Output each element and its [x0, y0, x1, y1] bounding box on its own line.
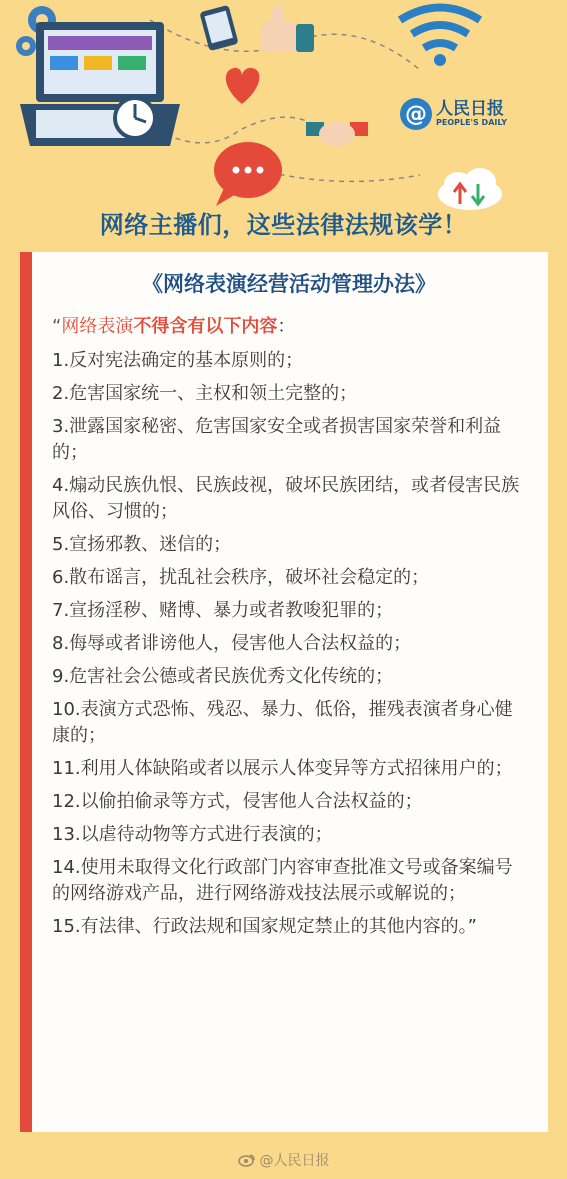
- content-card: [32, 252, 548, 1132]
- list-item: 13.以虐待动物等方式进行表演的；: [52, 824, 333, 845]
- prohibited-list: [52, 348, 526, 940]
- cloud-sync-icon: [438, 168, 502, 210]
- heart-icon: [226, 68, 260, 104]
- people-daily-logo: [400, 98, 507, 130]
- page-headline: 网络主播们，这些法律法规该学！: [99, 211, 468, 239]
- list-item: 3.泄露国家秘密、危害国家安全或者损害国家荣誉和利益的；: [52, 416, 502, 463]
- phone-icon: [199, 5, 238, 51]
- thumbs-up-icon: [262, 6, 314, 52]
- intro-line: [52, 314, 526, 340]
- clock-icon: [115, 98, 155, 138]
- intro-emphasis: 不得含有以下内容: [133, 316, 278, 337]
- list-item: 4.煽动民族仇恨、民族歧视，破坏民族团结，或者侵害民族风俗、习惯的；: [52, 475, 520, 522]
- watermark-text: @人民日报: [259, 1153, 330, 1169]
- list-item: 5.宣扬邪教、迷信的；: [52, 534, 232, 555]
- list-item: 11.利用人体缺陷或者以展示人体变异等方式招徕用户的；: [52, 758, 513, 779]
- list-item: 12.以偷拍偷录等方式，侵害他人合法权益的；: [52, 791, 423, 812]
- laptop-icon: [20, 22, 180, 146]
- list-item: 10.表演方式恐怖、残忍、暴力、低俗，摧残表演者身心健康的；: [52, 699, 513, 746]
- list-item: 2.危害国家统一、主权和领土完整的；: [52, 383, 358, 404]
- list-item: 15.有法律、行政法规和国家规定禁止的其他内容的。”: [52, 916, 477, 937]
- card-accent-bar: [20, 252, 32, 1132]
- list-item: 14.使用未取得文化行政部门内容审查批准文号或备案编号的网络游戏产品，进行网络游戏技法展示或解说的；: [52, 857, 513, 904]
- logo-english-name: PEOPLE'S DAILY: [436, 118, 508, 127]
- handshake-icon: [306, 122, 368, 146]
- card-title: 《网络表演经营活动管理办法》: [142, 272, 436, 296]
- intro-colon: ：: [277, 316, 296, 337]
- intro-subject: 网络表演: [61, 316, 134, 337]
- logo-at-icon: @: [400, 98, 432, 130]
- wifi-icon: [400, 8, 480, 67]
- list-item: 1.反对宪法确定的基本原则的；: [52, 350, 304, 371]
- list-item: 7.宣扬淫秽、赌博、暴力或者教唆犯罪的；: [52, 600, 394, 621]
- weibo-icon: [238, 1153, 256, 1167]
- logo-text: [436, 100, 507, 128]
- list-item: 9.危害社会公德或者民族优秀文化传统的；: [52, 666, 394, 687]
- list-item: 8.侮辱或者诽谤他人，侵害他人合法权益的；: [52, 633, 412, 654]
- chat-bubble-icon: [214, 142, 282, 206]
- list-item: 6.散布谣言，扰乱社会秩序，破坏社会稳定的；: [52, 567, 430, 588]
- header-illustration: [0, 0, 567, 250]
- weibo-watermark: [0, 1150, 567, 1170]
- open-quote: “: [52, 316, 62, 337]
- logo-chinese-name: 人民日报: [436, 99, 504, 119]
